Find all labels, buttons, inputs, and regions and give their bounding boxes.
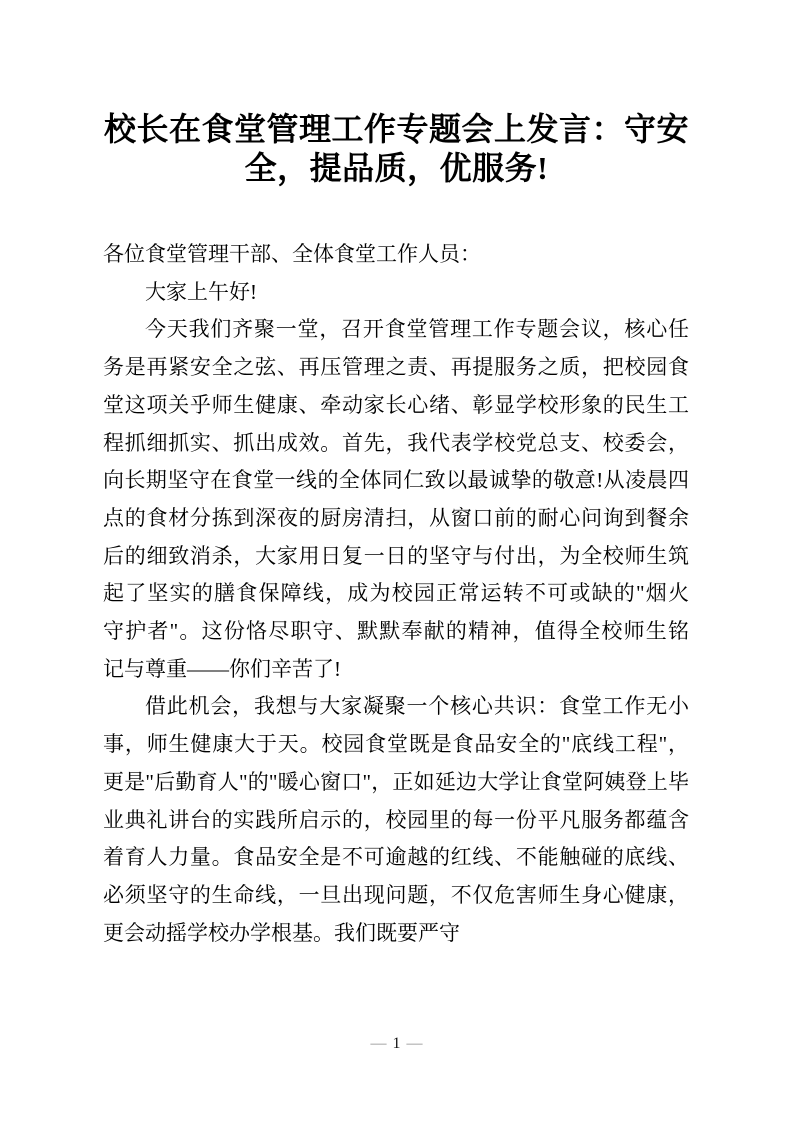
text-line: 业典礼讲台的实践所启示的，校园里的每一份平凡服务都蕴含	[103, 807, 689, 832]
text-line: 起了坚实的膳食保障线，成为校园正常运转不可或缺的"烟火	[103, 581, 689, 606]
footer-dash-right: —	[406, 1035, 423, 1052]
text-line: 向长期坚守在食堂一线的全体同仁致以最诚挚的敬意!从凌晨四	[103, 468, 689, 493]
title-line-1: 校长在食堂管理工作专题会上发言：守安	[103, 111, 689, 147]
text-line: 堂这项关乎师生健康、牵动家长心绪、彰显学校形象的民生工	[103, 392, 689, 417]
document-body	[103, 236, 689, 952]
text-line: 更会动摇学校办学根基。我们既要严守	[103, 920, 460, 945]
text-line: 必须坚守的生命线，一旦出现问题，不仅危害师生身心健康，	[103, 882, 689, 907]
paragraph-salutation	[103, 236, 689, 274]
text-line: 各位食堂管理干部、全体食堂工作人员：	[103, 242, 481, 266]
text-line: 着育人力量。食品安全是不可逾越的红线、不能触碰的底线、	[103, 845, 689, 870]
text-line: 大家上午好!	[145, 279, 257, 304]
text-line: 后的细致消杀，大家用日复一日的坚守与付出，为全校师生筑	[103, 543, 689, 568]
text-line: 程抓细抓实、抓出成效。首先，我代表学校党总支、校委会，	[103, 430, 689, 455]
text-line: 点的食材分拣到深夜的厨房清扫，从窗口前的耐心问询到餐余	[103, 505, 689, 530]
page-footer	[0, 1033, 793, 1055]
page-number: 1	[392, 1035, 401, 1052]
footer-dash-left: —	[370, 1035, 387, 1052]
paragraph-opening	[103, 311, 689, 688]
paragraph-greeting	[103, 274, 689, 312]
text-line: 事，师生健康大于天。校园食堂既是食品安全的"底线工程"，	[103, 732, 689, 757]
text-line: 今天我们齐聚一堂，召开食堂管理工作专题会议，核心任	[145, 317, 689, 342]
text-line: 更是"后勤育人"的"暖心窗口"，正如延边大学让食堂阿姨登上毕	[103, 769, 689, 794]
paragraph-consensus	[103, 688, 689, 952]
document-title	[100, 110, 693, 188]
text-line: 守护者"。这份恪尽职守、默默奉献的精神，值得全校师生铭	[103, 619, 689, 644]
text-line: 借此机会，我想与大家凝聚一个核心共识：食堂工作无小	[145, 694, 689, 719]
title-line-2: 全，提品质，优服务!	[244, 150, 549, 186]
text-line: 记与尊重——你们辛苦了!	[103, 656, 341, 681]
text-line: 务是再紧安全之弦、再压管理之责、再提服务之质，把校园食	[103, 355, 689, 380]
